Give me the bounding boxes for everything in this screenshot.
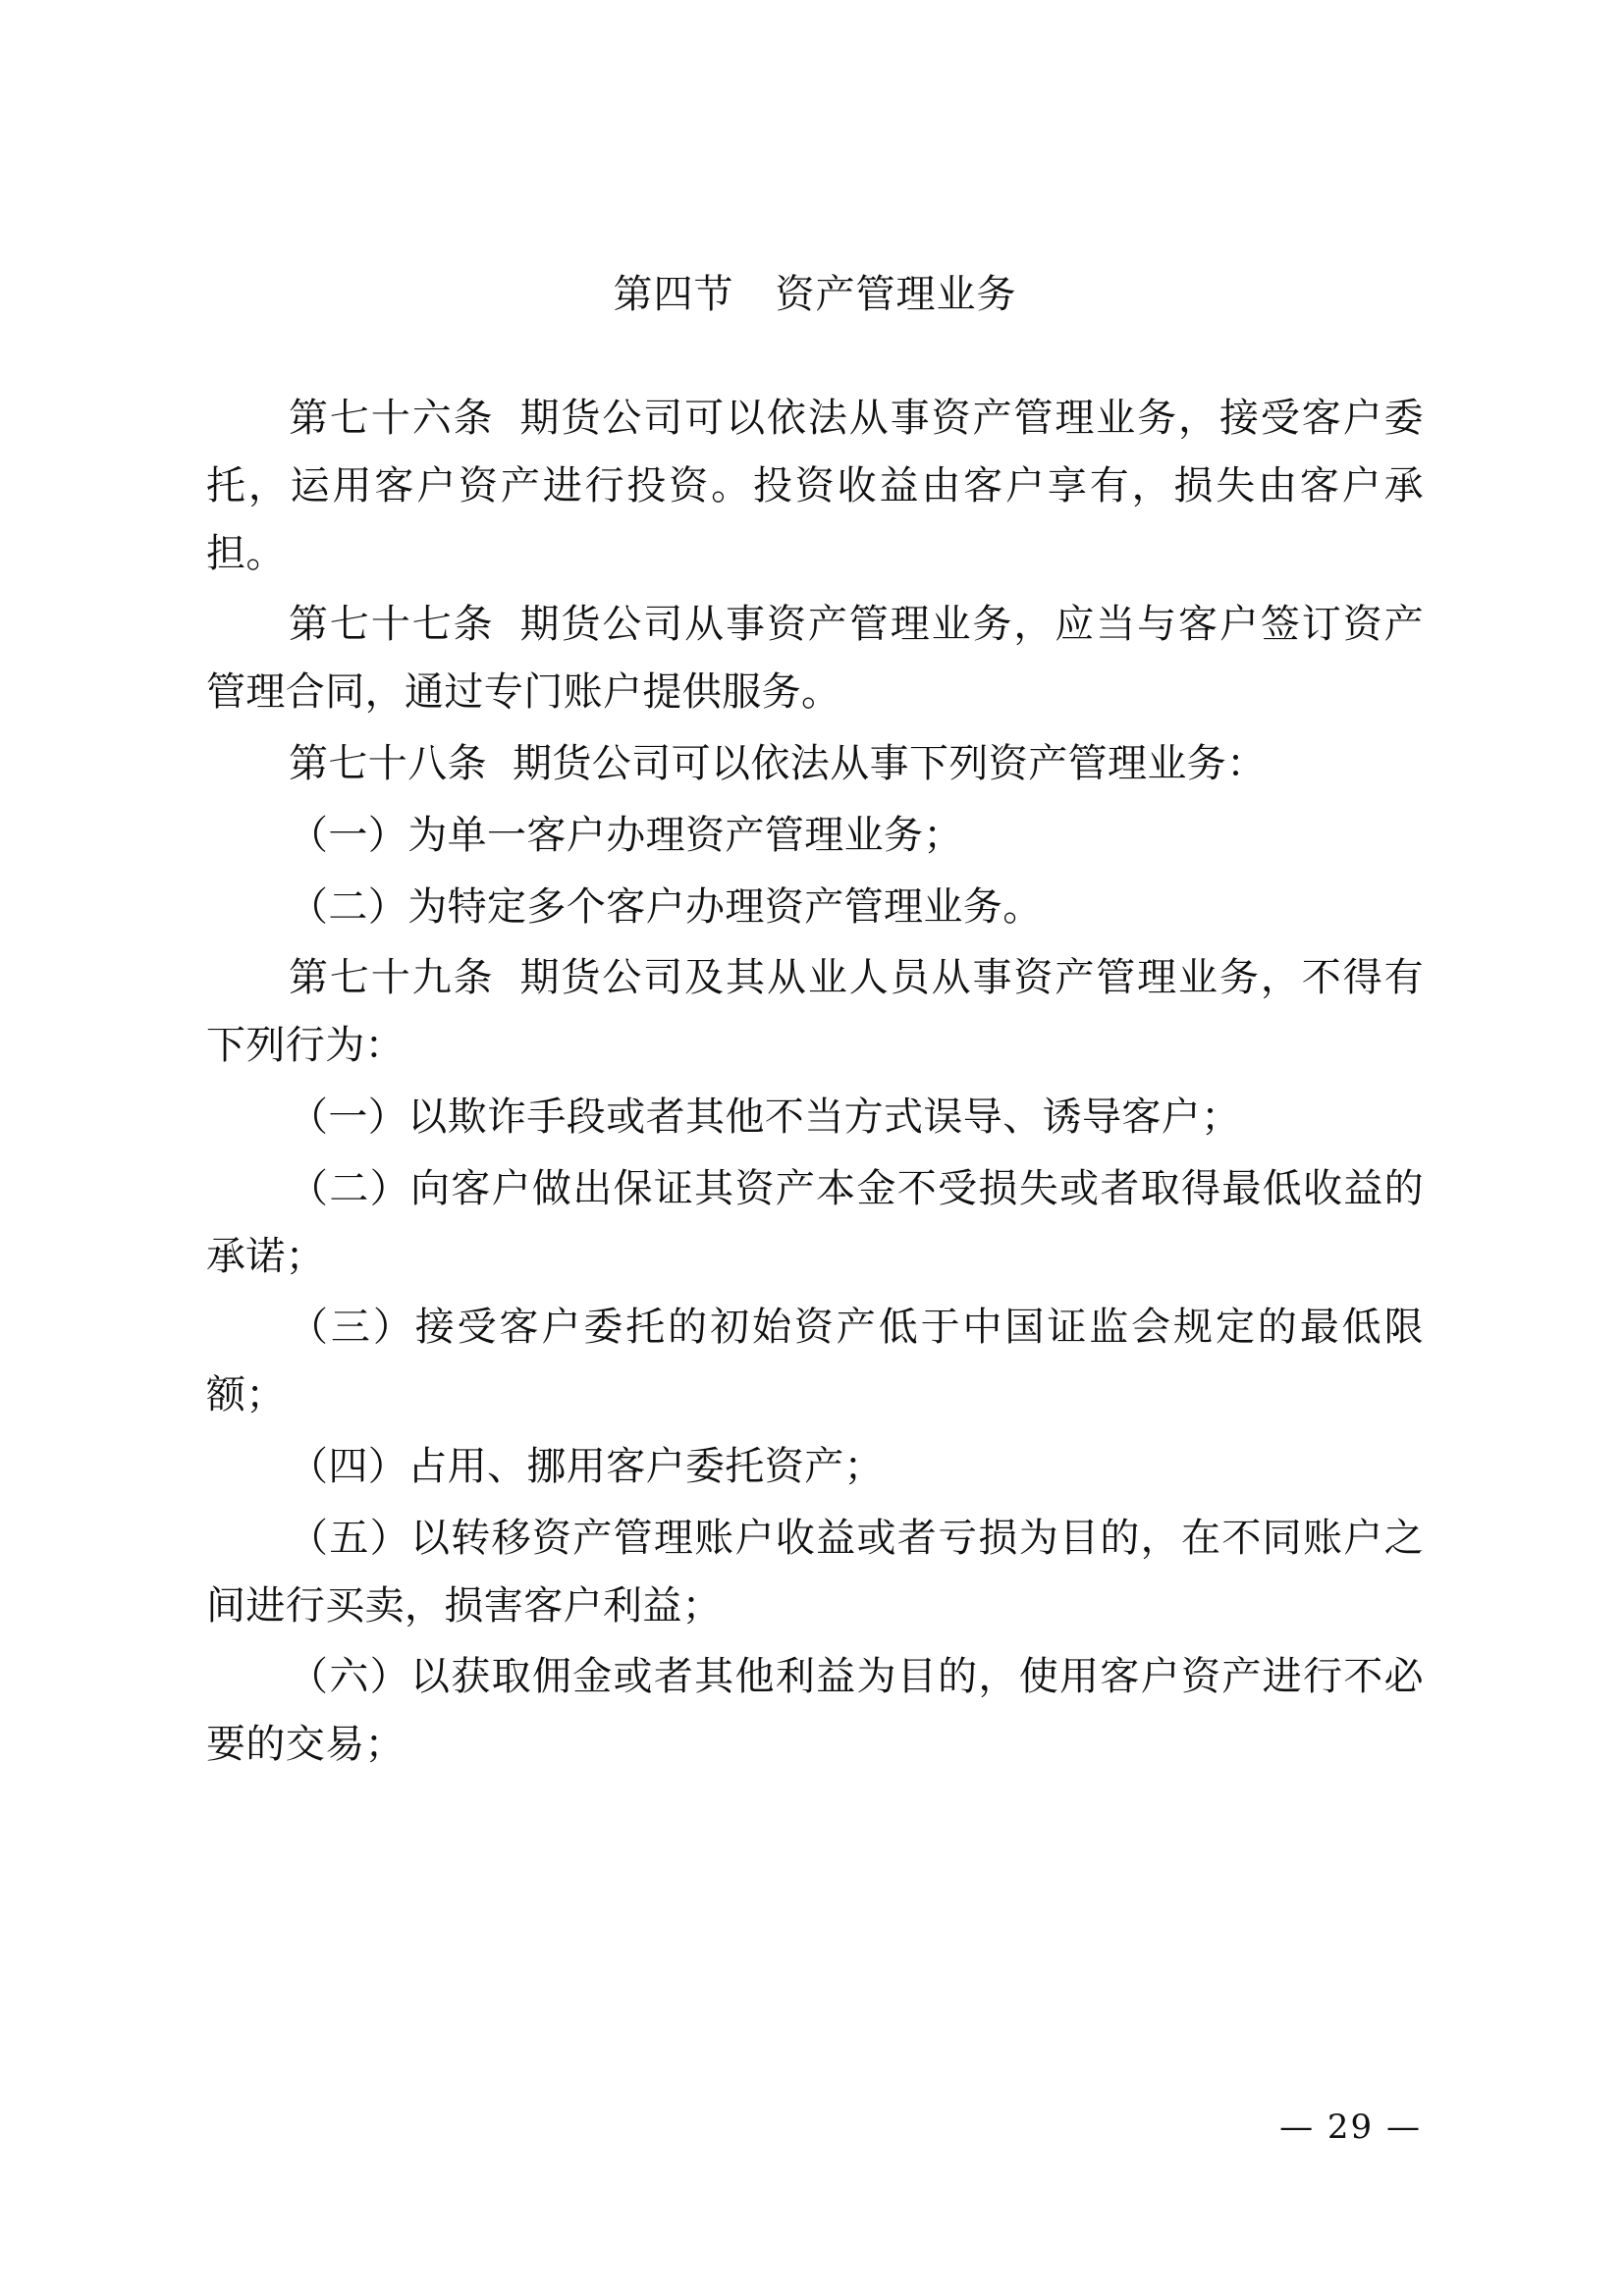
- article-label: 第七十八条: [289, 740, 487, 786]
- article-paragraph: [206, 385, 1424, 587]
- list-item: [206, 1294, 1424, 1429]
- list-item-text: （二）向客户做出保证其资产本金不受损失或者取得最低收益的承诺；: [206, 1165, 1424, 1279]
- section-heading: [206, 265, 1424, 324]
- list-item-text: （四）占用、挪用客户委托资产；: [289, 1443, 884, 1489]
- list-item: [206, 874, 1424, 941]
- list-item-text: （五）以转移资产管理账户收益或者亏损为目的，在不同账户之间进行买卖，损害客户利益；: [206, 1515, 1424, 1629]
- page-content: [206, 265, 1424, 1783]
- article-label: 第七十六条: [289, 396, 495, 441]
- article-paragraph: [206, 591, 1424, 726]
- list-item: [206, 1505, 1424, 1640]
- list-item-text: （一）为单一客户办理资产管理业务；: [289, 812, 963, 858]
- list-item: [206, 802, 1424, 870]
- list-item: [206, 1155, 1424, 1291]
- article-text: 期货公司可以依法从事资产管理业务，接受客户委托，运用客户资产进行投资。投资收益由客户享有，损失由客户承担。: [206, 396, 1424, 576]
- article-label: 第七十九条: [289, 955, 495, 1001]
- article-label: 第七十七条: [289, 602, 495, 648]
- list-item-text: （二）为特定多个客户办理资产管理业务。: [289, 883, 1043, 930]
- list-item-text: （三）接受客户委托的初始资产低于中国证监会规定的最低限额；: [206, 1305, 1424, 1418]
- article-text: 期货公司及其从业人员从事资产管理业务，不得有下列行为：: [206, 955, 1424, 1069]
- list-item-text: （六）以获取佣金或者其他利益为目的，使用客户资产进行不必要的交易；: [206, 1654, 1424, 1768]
- list-item: [206, 1084, 1424, 1151]
- article-text: 期货公司可以依法从事下列资产管理业务：: [513, 740, 1267, 786]
- section-heading-title: 资产管理业务: [775, 272, 1017, 317]
- section-heading-number: 第四节: [613, 272, 734, 317]
- article-paragraph: [206, 730, 1424, 798]
- article-paragraph: [206, 944, 1424, 1080]
- list-item: [206, 1433, 1424, 1501]
- list-item-text: （一）以欺诈手段或者其他不当方式误导、诱导客户；: [289, 1094, 1241, 1140]
- article-text: 期货公司从事资产管理业务，应当与客户签订资产管理合同，通过专门账户提供服务。: [206, 602, 1424, 716]
- list-item: [206, 1643, 1424, 1779]
- page-number: — 29 —: [1279, 2108, 1422, 2147]
